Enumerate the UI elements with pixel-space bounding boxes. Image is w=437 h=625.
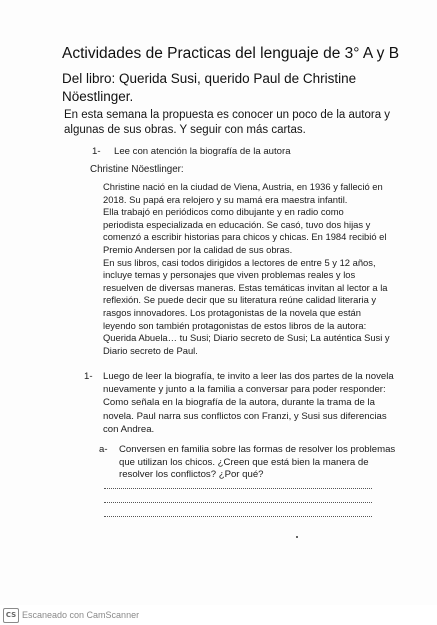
- item-text: [103, 370, 413, 436]
- bio-line: resuelven de diversas maneras. Estas temáticas invitan al lector a la: [103, 281, 388, 293]
- scanner-watermark-bar: [0, 605, 437, 625]
- sub-line: que utilizan los chicos. ¿Creen que está bien la manera de: [119, 456, 369, 468]
- bio-line: incluye temas y personajes que viven problemas reales y los: [103, 269, 356, 281]
- bio-line: Premio Andersen por la calidad de sus obras.: [103, 243, 293, 255]
- bio-line: Christine nació en la ciudad de Viena, Austria, en 1936 y falleció en: [103, 181, 383, 192]
- bio-line: 2018. Su papá era relojero y su mamá era maestra infantil.: [103, 193, 348, 205]
- item-number: 1-: [84, 371, 93, 382]
- scanner-watermark-text: Escaneado con CamScanner: [22, 610, 140, 620]
- bio-line: periodista especializada en educación. Se casó, tuvo dos hijas y: [103, 218, 371, 230]
- intro-paragraph: [64, 108, 414, 138]
- intro-line: En esta semana la propuesta es conocer un poco de la autora y: [64, 109, 391, 121]
- item-line: novela. Paul narra sus conflictos con Franzi, y Susi sus diferencias: [103, 410, 387, 422]
- bio-line: En sus libros, casi todos dirigidos a lectores de entre 5 y 12 años,: [103, 256, 376, 268]
- bio-line: Diario secreto de Paul.: [103, 344, 198, 356]
- subtitle-line: Del libro: Querida Susi, querido Paul de Christine: [62, 71, 357, 86]
- item-line: Como señala en la biografía de la autora, durante la trama de la: [103, 397, 375, 409]
- subtitle-line: Nöestlinger.: [62, 89, 134, 104]
- answer-line: [104, 488, 372, 489]
- author-label: Christine Nöestlinger:: [90, 164, 184, 175]
- sub-text: [119, 444, 399, 482]
- item-line: Luego de leer la biografía, te invito a leer las dos partes de la novela: [103, 371, 394, 382]
- book-subtitle: [62, 70, 402, 106]
- item-text: Lee con atención la biografía de la autora: [114, 146, 291, 157]
- bio-line: leyendo son también protagonistas de estos libros de la autora:: [103, 319, 367, 331]
- page-title: Actividades de Practicas del lenguaje de 3° A y B: [62, 45, 400, 62]
- sub-line: resolver los conflictos? ¿Por qué?: [119, 469, 264, 481]
- sub-letter: a-: [99, 444, 108, 455]
- bio-line: Ella trabajó en periódicos como dibujante y en radio como: [103, 206, 344, 218]
- item-line: con Andrea.: [103, 423, 155, 435]
- sub-line: Conversen en familia sobre las formas de resolver los problemas: [119, 444, 396, 455]
- bio-line: comenzó a escribir historias para chicos y chicas. En 1984 recibió el: [103, 231, 387, 243]
- answer-line: [104, 502, 372, 503]
- bio-line: reflexión. Se puede decir que su literatura reúne calidad literaria y: [103, 294, 377, 306]
- camscanner-logo-icon: CS: [3, 608, 19, 623]
- answer-line: [104, 516, 372, 517]
- item-number: 1-: [92, 146, 101, 157]
- bio-line: rasgos innovadores. Los protagonistas de la novela que están: [103, 306, 361, 318]
- item-line: nuevamente y junto a la familia a conversar para poder responder:: [103, 384, 386, 396]
- intro-line: algunas de sus obras. Y seguir con más cartas.: [64, 124, 306, 136]
- biography-paragraph: [103, 181, 393, 357]
- scan-speck: [296, 536, 298, 538]
- bio-line: Querida Abuela… tu Susi; Diario secreto de Susi; La auténtica Susi y: [103, 332, 390, 344]
